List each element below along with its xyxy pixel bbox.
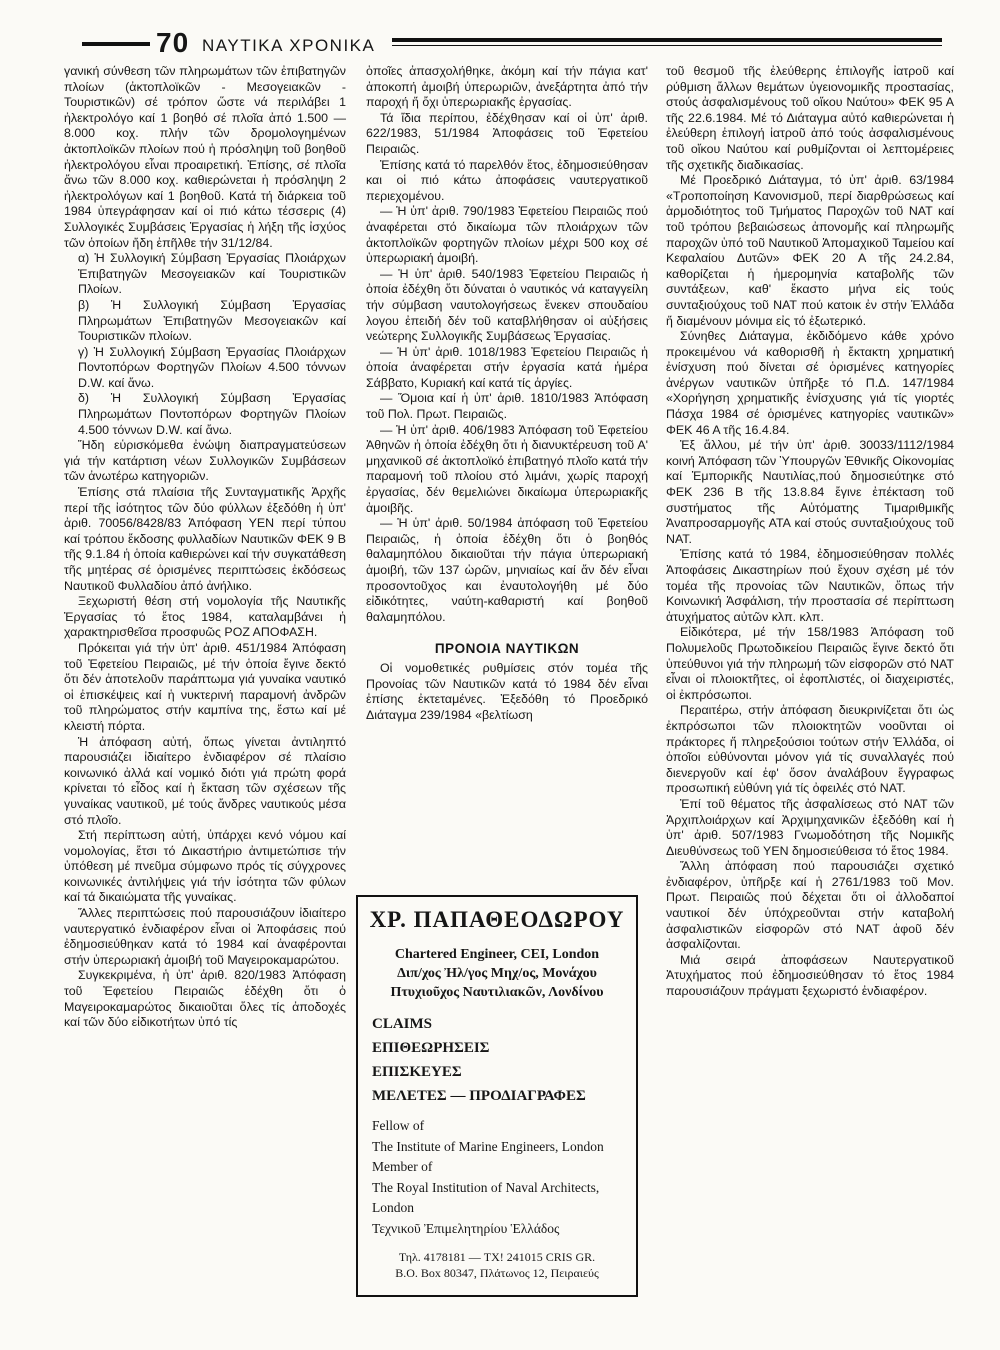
ad-contact-line: Τηλ. 4178181 — TX! 241015 CRIS GR. bbox=[398, 1250, 596, 1264]
paragraph: τοῦ θεσμοῦ τῆς ἐλεύθερης ἐπιλογῆς ἰατροῦ καί ρύθμιση ἄλλων θεμάτων ὑγειονομικῆς προστασίας, στούς ἀσφαλισμένους τοῦ οἴκου Ναύτου» ΦΕΚ 95 Α τῆς 22.6.1984. Μέ τό Διάταγμα αὐτό καθιερώνεται ἡ ἐλεύθερη ἐπιλογή ἰατροῦ ἀπό τούς ἀσφαλισμένους τοῦ οἴκου Ναύτου καί ρυθμίζονται οἱ λεπτομέρειες τῆς σχετικῆς διαδικασίας. bbox=[666, 64, 954, 172]
paragraph: Μιά σειρά ἀποφάσεων Ναυτεργατικοῦ Ἀτυχήματος πού ἐδημοσιεύθησαν τό ἔτος 1984 παρουσιάζουν πράγματι ξεχωριστό ἐνδιαφέρον. bbox=[666, 952, 954, 999]
header-rule-right-thin bbox=[392, 45, 942, 46]
ad-service: ΜΕΛΕΤΕΣ — ΠΡΟΔΙΑΓΡΑΦΕΣ bbox=[372, 1088, 586, 1104]
paragraph: Μέ Προεδρικό Διάταγμα, τό ὑπ' ἀριθ. 63/1984 «Τροποποίηση Κανονισμοῦ, περί διαρθρώσεως καί ἁρμοδιότητος τοῦ Τμήματος Παροχῶν τοῦ ΝΑΤ καί τοῦ τρόπου βεβαιώσεως ἀπονομῆς καί πληρωμῆς παροχῶν ὑπό τοῦ Ναυτικοῦ Ἀπομαχικοῦ Ταμείου καί Κεφαλαίου Δυτῶν» ΦΕΚ 20 Α τῆς 24.2.84, καθορίζεται ἡ ἡμερομηνία καταβολῆς τῶν συντάξεων, καθ' ἕκαστο μήνα εἰς τούς συνταξιούχους τοῦ ΝΑΤ πού κατοικ ἐν στήν Ἑλλάδα ἤ διαμένουν μόνιμα εἰς τό ἐξωτερικό. bbox=[666, 173, 955, 328]
list-item: γ) Ἡ Συλλογική Σύμβαση Ἐργασίας Πλοιάρχων Ποντοπόρων Φορτηγῶν Πλοίων 4.500 τόννων D.W. καί ἄνω. bbox=[78, 344, 346, 390]
ad-name: ΧΡ. ΠΑΠΑΘΕΟΔΩΡΟΥ bbox=[369, 907, 625, 932]
paragraph: — Ἡ ὑπ' ἀριθ. 790/1983 Ἐφετείου Πειραιῶς πού ἀναφέρεται στό δικαίωμα τῶν πλοιάρχων τῶν ἀκτοπλοϊκῶν φορτηγῶν πλοίων μέχρι 500 κοχ σέ ὑπερωριακή ἀμοιβή. bbox=[366, 204, 648, 266]
header-rule-right bbox=[392, 38, 942, 42]
ad-services bbox=[358, 1012, 636, 1108]
paragraph: Πρόκειται γιά τήν ὑπ' ἀριθ. 451/1984 Ἀπόφαση τοῦ Ἐφετείου Πειραιῶς, μέ τήν ὁποία ἔγινε δεκτό ὅτι δέν ἀποτελοῦν παράπτωμα γιά γυναίκα ναυτικό οἱ ἐπισκέψεις καί ἡ νυκτερινή παραμονή ἀνδρῶν τοῦ πληρώματος στήν καμπίνα της, ἔστω καί μέ κλειστή πόρτα. bbox=[64, 640, 346, 733]
paragraph: Ἐπί τοῦ θέματος τῆς ἀσφαλίσεως στό ΝΑΤ τῶν Ἀρχιπλοιάρχων καί Ἀρχιμηχανικῶν ἐξεδόθη καί ἡ ὑπ' ἀριθ. 507/1983 Γνωμοδότηση τῆς Νομικῆς Διευθύνσεως τοῦ ΥΕΝ δημοσιεύθεισα τό ἔτος 1984. bbox=[666, 796, 954, 858]
paragraph: ὁποῖες ἀπασχολήθηκε, ἀκόμη καί τήν πάγια κατ' ἀποκοπή ἀμοιβή ὑπερωριῶν, ἀνεξάρτητα ἀπό τήν παροχή ἤ ὄχι ὑπερωριακῆς ἐργασίας. bbox=[366, 64, 648, 110]
section-heading: ΠΡΟΝΟΙΑ ΝΑΥΤΙΚΩΝ bbox=[434, 641, 580, 657]
paragraph: Οἱ νομοθετικές ρυθμίσεις στόν τομέα τῆς Προνοίας τῶν Ναυτικῶν κατά τό 1984 δέν εἶναι ἐπίσης ἐκτεταμένες. Ἐξεδόθη τό Προεδρικό Διάταγμα 239/1984 «βελτίωση bbox=[366, 660, 648, 722]
ad-contact-line: Β.Ο. Box 80347, Πλάτωνος 12, Πειραιεύς bbox=[395, 1266, 599, 1280]
paragraph: Στή περίπτωση αὐτή, ὑπάρχει κενό νόμου καί νομολογίας, ἔτσι τό Δικαστήριο ἀντιμετώπισε τήν ὑπόθεση μέ πνεῦμα σύμφωνο πρός τίς σύγχρονες κοινωνικές ἀντιλήψεις γιά τήν ἰσότητα τῶν φύλων καί τά δικαιώματα τῆς γυναίκας. bbox=[64, 828, 346, 905]
paragraph: Ξεχωριστή θέση στή νομολογία τῆς Ναυτικῆς Ἐργασίας τό ἔτος 1984, καταλαμβάνει ἡ χαρακτηρισθεῖσα προσφυῶς ΡΟΖ ΑΠΟΦΑΣΗ. bbox=[64, 594, 346, 640]
ad-contact bbox=[358, 1249, 636, 1281]
ad-membership-line: The Royal Institution of Naval Architects, bbox=[372, 1179, 600, 1195]
ad-membership-line: Member of bbox=[372, 1159, 433, 1174]
paragraph: — Ἡ ὑπ' ἀριθ. 50/1984 ἀπόφαση τοῦ Ἐφετείου Πειραιῶς, ἡ ὁποία ἐδέχθη ὅτι ὁ βοηθός θαλαμηπόλου δικαιοῦται τήν πάγια ὑπερωριακή ἀμοιβή, τῶν 137 ὡρῶν, μηνιαίως καί ἄν δέν εἶναι προσοντοῦχος και ἐναυτολογήθη μέ δύο εἰδικότητες, ναύτη-καθαριστή καί βοηθοῦ θαλαμηπόλου. bbox=[366, 516, 648, 624]
column-3 bbox=[666, 64, 954, 1000]
paragraph: — Ἡ ὑπ' ἀριθ. 1018/1983 Ἐφετείου Πειραιῶς ἡ ὁποία ἀναφέρεται στήν ἐργασία κατά ἡμέρα Σάββατο, Κυριακή καί κατά τίς ἀργίες. bbox=[366, 344, 648, 390]
page-number: 70 bbox=[156, 27, 190, 58]
paragraph: Ἄλλη ἀπόφαση πού παρουσιάζει σχετικό ἐνδιαφέρον, ὑπῆρξε καί ἡ 2761/1983 τοῦ Μον. Πρωτ. Πειραιῶς πού δέχεται ὅτι οἱ ἀλλοδαποί ναυτικοί δέν ὑπόχρεοῦνται στήν καταβολή ἀσφαλιστικῶν εἰσφορῶν στό ΝΑΤ ἀφοῦ δέν ἀσφαλίζονται. bbox=[666, 859, 954, 952]
header-rule-left bbox=[82, 42, 150, 46]
ad-service: ΕΠΙΘΕΩΡΗΣΕΙΣ bbox=[372, 1040, 490, 1056]
paragraph: Ἐπίσης στά πλαίσια τῆς Συνταγματικῆς Ἀρχῆς περί τῆς ἰσότητος τῶν δύο φύλλων ἐξεδόθη ἡ ὑπ' ἀριθ. 70056/8428/83 Ἀπόφαση ΥΕΝ περί τύπου καί τρόπου ἔκδοσης φυλλαδίων Ναυτικῶν ΦΕΚ 9 Β τῆς 9.1.84 ἡ ὁποία καθιερώνει καί τήν συγκατάθεση τῆς μητέρας σέ ὁρισμένες περιπτώσεις ἐκδόσεως Ναυτικοῦ Φυλλαδίου ἀπό ἀνήλικο. bbox=[64, 485, 346, 593]
paragraph: Εἰδικότερα, μέ τήν 158/1983 Ἀπόφαση τοῦ Πολυμελοῦς Πρωτοδικείου Πειραιῶς ἔγινε δεκτό ὅτι ὑπεύθυνοι γιά τήν πληρωμή τῶν εἰσφορῶν στό ΝΑΤ εἶναι οἱ πλοιοκτῆτες, οἱ ἐφοπλιστές, οἱ διαχειριστές, οἱ ἐκπρόσωποι. bbox=[666, 625, 954, 702]
list-item: δ) Ἡ Συλλογική Σύμβαση Ἐργασίας Πληρωμάτων Ποντοπόρων Φορτηγῶν Πλοίων 4.500 τόννων D.W. καί ἄνω. bbox=[78, 391, 346, 437]
paragraph: Περαιτέρω, στήν ἀπόφαση διευκρινίζεται ὅτι ὡς ἐκπρόσωποι τῶν πλοιοκτητῶν νοοῦνται οἱ πράκτορες ἤ πληρεξούσιοι τούτων στήν Ἑλλάδα, οἱ ὁποῖοι εὐθύνονται μόνον γιά τίς συναλλαγές πού διενεργοῦν καί ἐφ' ὅσον ἀναλάβουν ἔγγραφως προσωπική εὐθύνη γιά τίς ὀφειλές στό ΝΑΤ. bbox=[666, 703, 954, 796]
ad-membership-line: Fellow of bbox=[372, 1118, 425, 1133]
ad-membership-line: The Institute of Marine Engineers, London bbox=[372, 1138, 604, 1154]
paragraph: — Ἡ ὑπ' ἀριθ. 540/1983 Ἐφετείου Πειραιῶς ἡ ὁποία ἐδέχθη ὅτι δύναται ὁ ναυτικός νά καταγγείλη τήν σύμβαση ναυτολογήσεως ἕνεκεν σπουδαίου λογου ἐπειδή δέν τοῦ καταβλήθησαν οἱ αὐξήσεις νεώτερης Συλλογικῆς Συμβάσεως Ἐργασίας. bbox=[366, 266, 648, 344]
magazine-title: ΝΑΥΤΙΚΑ ΧΡΟΝΙΚΑ bbox=[202, 36, 376, 55]
paragraph: Ἐξ ἄλλου, μέ τήν ὑπ' ἀριθ. 30033/1112/1984 κοινή Ἀπόφαση τῶν Ὑπουργῶν Ἐθνικῆς Οἰκονομίας καί Ἐμπορικῆς Ναυτιλίας,πού δημοσιεύτηκε στό ΦΕΚ 236 Β τῆς 13.8.84 ἔγινε ἐπέκταση τοῦ συστήματος τῆς Αὐτόματης Τιμαριθμικῆς Ἀναπροσαρμογῆς ΑΤΑ καί στούς συνταξιούχους τοῦ ΝΑΤ. bbox=[666, 438, 954, 546]
ad-service: CLAIMS bbox=[372, 1016, 433, 1032]
ad-memberships bbox=[358, 1116, 636, 1239]
advertisement bbox=[356, 895, 638, 1297]
paragraph: — Ὅμοια καί ἡ ὑπ' ἀριθ. 1810/1983 Ἀπόφαση τοῦ Πολ. Πρωτ. Πειραιῶς. bbox=[366, 391, 648, 422]
paragraph: Ἄλλες περιπτώσεις πού παρουσιάζουν ἰδιαίτερο ναυτεργατικό ἐνδιαφέρον εἶναι οἱ Ἀποφάσεις πού ἐδημοσιεύθηκαν κατά τό 1984 καί ἀναφέρονται στήν ὑπερωριακή ἀμοιβή τοῦ Μαγειροκαμαρώτου. bbox=[64, 906, 346, 967]
paragraph: Ἡ ἀπόφαση αὐτή, ὅπως γίνεται ἀντιληπτό παρουσιάζει ἰδιαίτερο ἐνδιαφέρον σέ πλαίσιο κοινωνικό ἀλλά καί νομικό διότι γιά πρώτη φορά κρίνεται τό εἶδος καί ἡ ἔκταση τῶν σχέσεων τῆς γυναίκας ναυτικοῦ, μέ τούς ἄνδρες ναυτικούς μέσα στό πλοῖο. bbox=[64, 734, 346, 827]
list-item: α) Ἡ Συλλογική Σύμβαση Ἐργασίας Πλοιάρχων Ἐπιβατηγῶν Μεσογειακῶν καί Τουριστικῶν Πλοίων. bbox=[78, 251, 346, 297]
paragraph: Ἐπίσης κατά τό 1984, ἐδημοσιεύθησαν πολλές Ἀποφάσεις Δικαστηρίων πού ἔχουν σχέση μέ τόν τομέα τῆς προνοίας τῶν Ναυτικῶν, ὅπως τήν Κοινωνική Ἀσφάλιση, τήν προστασία σέ περίπτωση ἀτυχήματος αὐτῶν κλπ. κλπ. bbox=[666, 547, 954, 624]
ad-membership-line: Τεχνικοῦ Ἐπιμελητηρίου Ἑλλάδος bbox=[372, 1220, 560, 1236]
paragraph: Ἐπίσης κατά τό παρελθόν ἔτος, ἐδημοσιεύθησαν και οἱ πιό κάτω ἀποφάσεις ναυτεργατικοῦ περιεχομένου. bbox=[366, 157, 648, 203]
ad-membership-line: London bbox=[372, 1200, 414, 1215]
ad-service: ΕΠΙΣΚΕΥΕΣ bbox=[372, 1064, 462, 1080]
paragraph: — Ἡ ὑπ' ἀριθ. 406/1983 Ἀπόφαση τοῦ Ἐφετείου Ἀθηνῶν ἡ ὁποία ἐδέχθη ὅτι ἡ διανυκτέρευση τοῦ Α' μηχανικοῦ σέ ἀκτοπλοϊκό ἐπιβατηγό πλοῖο κατά τήν παραμονή τοῦ πλοίου στό λιμάνι, χωρίς παροχή ἐργασίας, δέν θεμελιώνει δικαίωμα ὑπερωριακῆς ἀμοιβῆς. bbox=[366, 422, 648, 515]
ad-credential: Διπ/χος Ἠλ/γος Μηχ/ος, Μονάχου bbox=[397, 966, 597, 981]
ad-credential: Πτυχιοῦχος Ναυτιλιακῶν, Λονδίνου bbox=[390, 985, 604, 1000]
ad-credential: Chartered Engineer, CEI, London bbox=[394, 947, 600, 962]
paragraph: γανική σύνθεση τῶν πληρωμάτων τῶν ἐπιβατηγῶν πλοίων (ἀκτοπλοϊκῶν - Μεσογειακῶν - Τουριστικῶν) σέ τρόπον ὥστε νά περιλάβει 1 ἠλεκτρολόγο καί 1 βοηθό σέ πλοῖα ἀπό 1.500 — 8.000 κοχ. πλήν τῶν δρομολογημένων ἀκτοπλοϊκῶν πλοίων πού ἡ πρόσληψη τοῦ βοηθοῦ ἠλεκτρολόγου εἶναι προαιρετική. Ἐπίσης, σέ πλοῖα ἄνω τῶν 8.000 κοχ. καθιερώνεται ἡ πρόσληψη 2 ἠλεκτρολόγων καί 1 βοηθοῦ. Κατά τή διάρκεια τοῦ 1984 ὑπεγράφησαν καί οἱ πιό κάτω τέσσερις (4) Συλλογικές Συμβάσεις Ἐργασίας ἡ λήξη τῆς ἰσχύος τῶν ὁποίων ἤδη ἐπῆλθε τήν 31/12/84. bbox=[64, 64, 346, 250]
column-1 bbox=[64, 64, 346, 1031]
paragraph: Τά ἴδια περίπου, ἐδέχθησαν καί οἱ ὑπ' ἀριθ. 622/1983, 51/1984 Ἀποφάσεις τοῦ Ἐφετείου Πειραιῶς. bbox=[366, 110, 648, 156]
column-2 bbox=[366, 64, 648, 723]
paragraph: Συγκεκριμένα, ἡ ὑπ' ἀριθ. 820/1983 Ἀπόφαση τοῦ Ἐφετείου Πειραιῶς ἐδέχθη ὅτι ὁ Μαγειροκαμαρώτος δικαιοῦται ὅλες τίς ἀποδοχές καί τῶν δύο εἰδικοτήτων ὑπό τίς bbox=[64, 968, 346, 1030]
paragraph: Σύνηθες Διάταγμα, ἐκδιδόμενο κάθε χρόνο προκειμένου νά καθορισθῆ ἡ ἔκτακτη χρηματική ἐνίσχυση πού δίνεται σέ ὁρισμένες κατηγορίες ἀνέργων ναυτικῶν ὑπῆρξε τό Π.Δ. 147/1984 «Χορήγηση χρηματικῆς ἐνίσχυσης γιά τίς γιορτές Πάσχα 1984 σέ ὁρισμένες κατηγορίες ναυτικῶν» ΦΕΚ 46 Α τῆς 16.4.84. bbox=[666, 329, 954, 437]
list-item: β) Ἡ Συλλογική Σύμβαση Ἐργασίας Πληρωμάτων Ἐπιβατηγῶν Μεσογειακῶν καί Τουριστικῶν πλοίων. bbox=[78, 297, 346, 344]
paragraph: Ἤδη εὑρισκόμεθα ἐνώψη διαπραγματεύσεων γιά τήν κατάρτιση νέων Συλλογικῶν Συμβάσεων τῶν ἀνωτέρω κατηγοριῶν. bbox=[64, 438, 346, 484]
page-header bbox=[0, 28, 1000, 58]
ad-credentials bbox=[358, 945, 636, 1002]
